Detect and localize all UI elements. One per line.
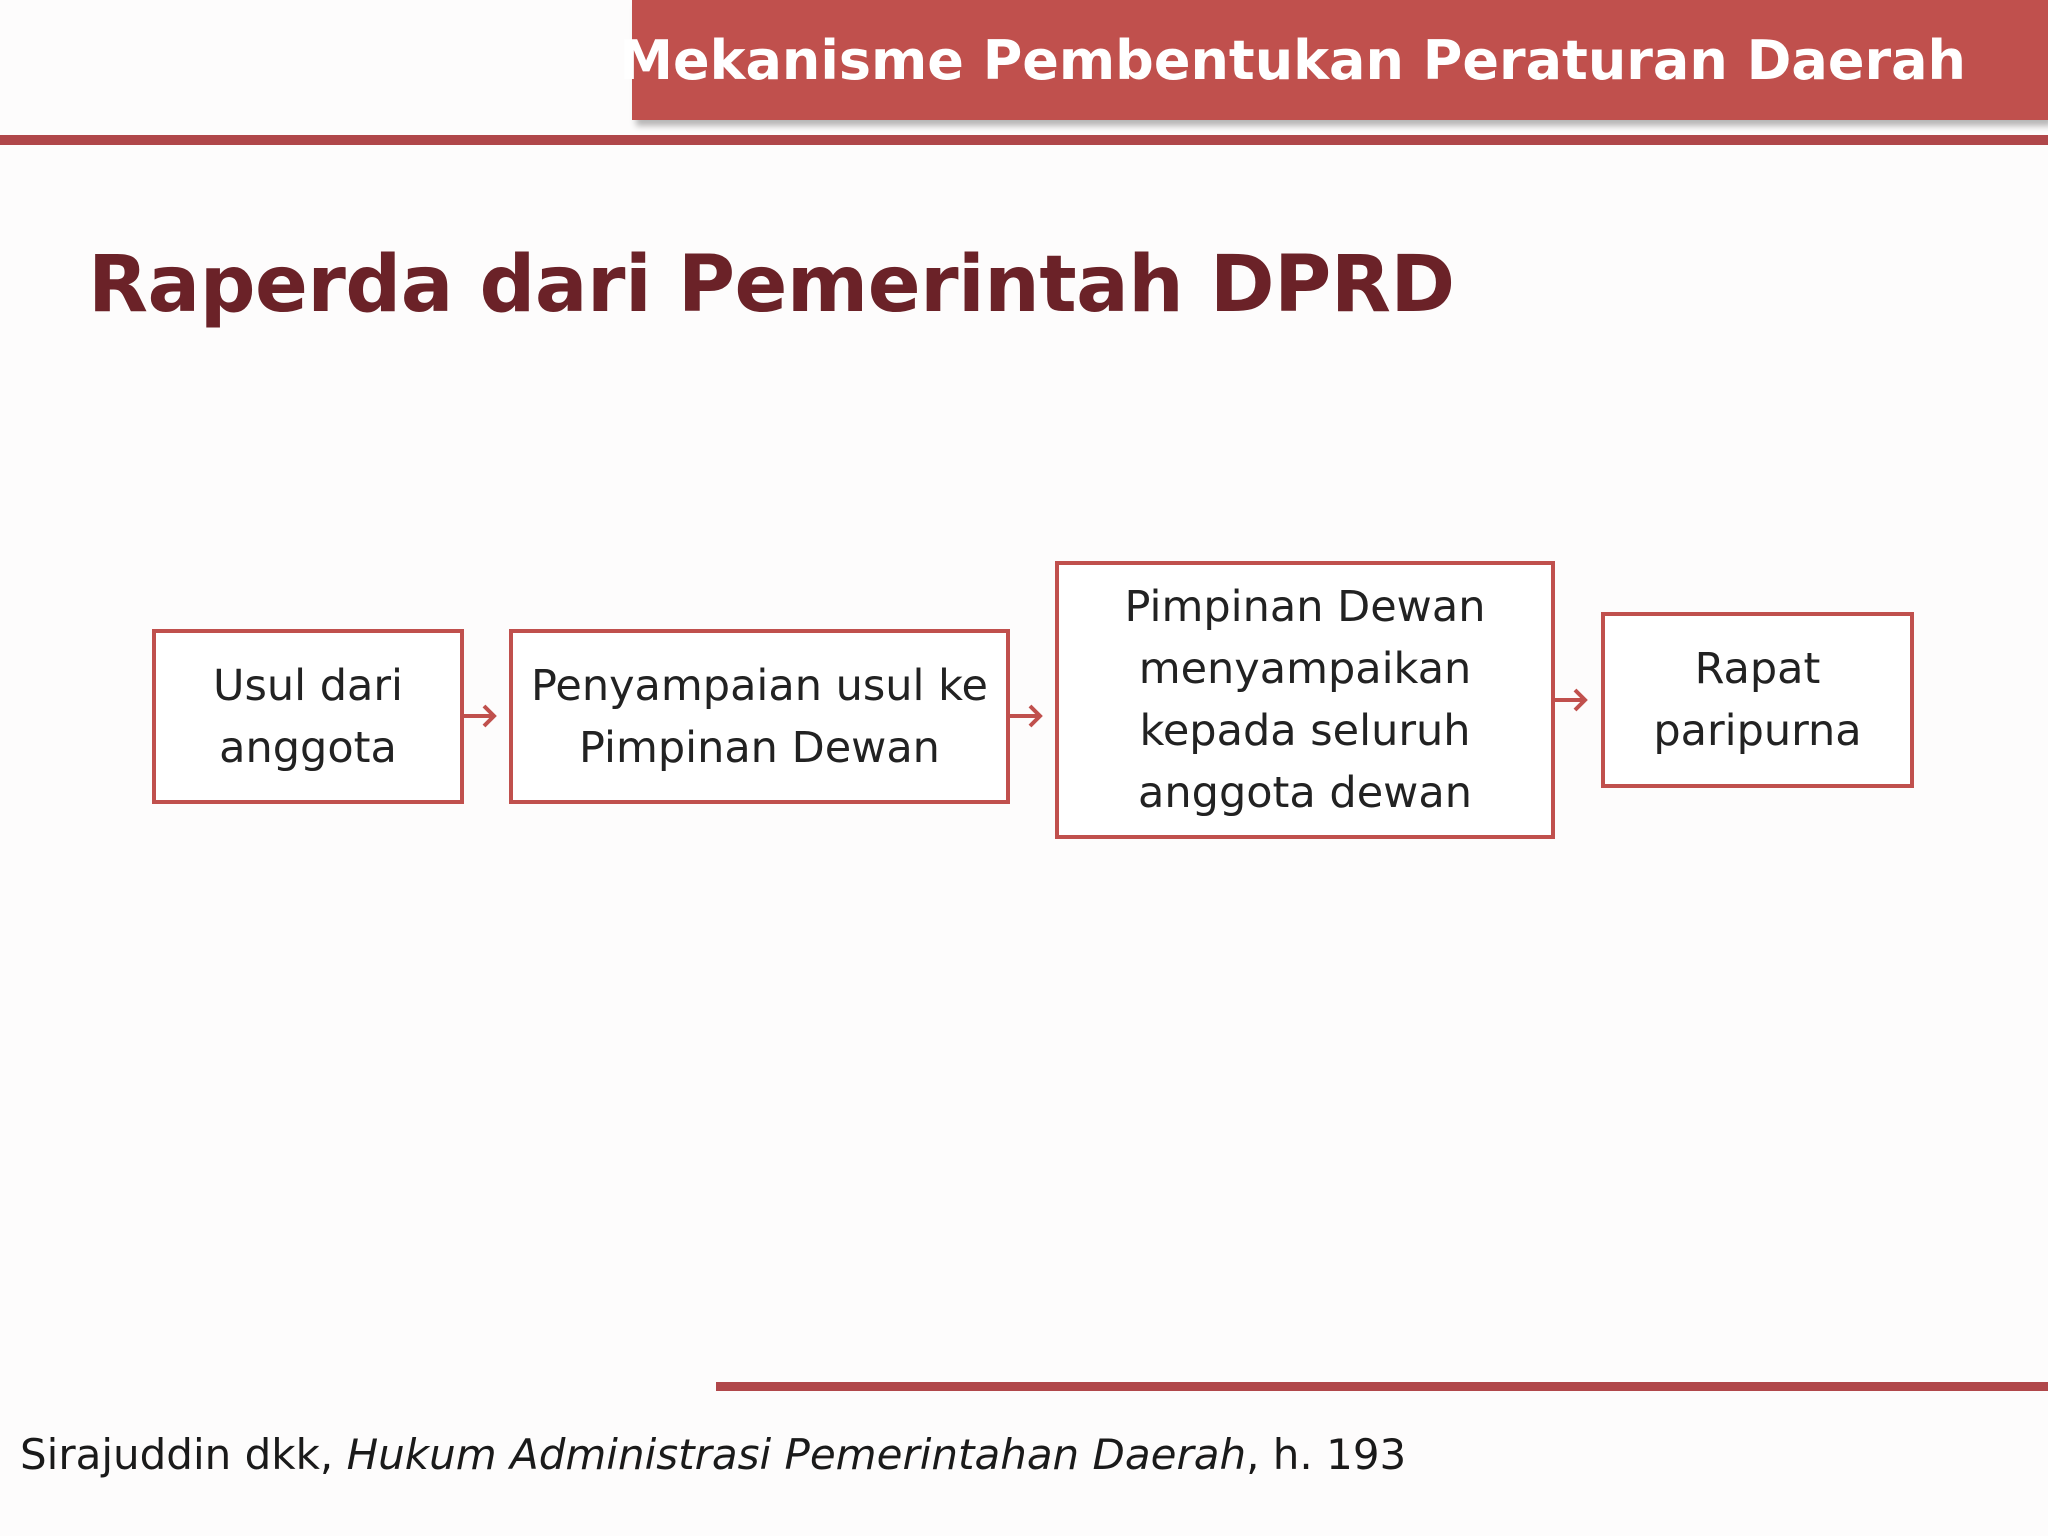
flow-step-text: Pimpinan Dewan bbox=[579, 722, 940, 773]
flow-step-text: Rapat bbox=[1694, 644, 1821, 694]
header-banner bbox=[619, 0, 2048, 120]
flow-arrow-right-icon bbox=[1553, 684, 1591, 716]
flow-step-text: paripurna bbox=[1653, 706, 1862, 756]
source-citation bbox=[20, 1430, 1406, 1479]
slide-header-title: Mekanisme Pembentukan Peraturan Daerah bbox=[619, 28, 1966, 92]
flow-step-penyampaian-usul bbox=[509, 629, 1010, 804]
flow-step-text: Pimpinan Dewan bbox=[1124, 582, 1486, 632]
flow-arrow-right-icon bbox=[462, 700, 500, 732]
flow-step-text: kepada seluruh bbox=[1139, 706, 1471, 756]
slide-heading: Raperda dari Pemerintah DPRD bbox=[88, 240, 1455, 330]
citation-author: Sirajuddin dkk, bbox=[20, 1430, 347, 1479]
flow-step-usul-dari-anggota bbox=[152, 629, 464, 804]
citation-page: , h. 193 bbox=[1246, 1430, 1407, 1479]
flow-step-text: Usul dari bbox=[212, 660, 403, 711]
flow-arrow-right-icon bbox=[1008, 700, 1046, 732]
flow-step-text: anggota bbox=[219, 722, 397, 773]
flow-step-pimpinan-menyampaikan bbox=[1055, 561, 1555, 839]
citation-book-title: Hukum Administrasi Pemerintahan Daerah bbox=[346, 1430, 1247, 1479]
flow-step-text: menyampaikan bbox=[1138, 644, 1472, 694]
header-divider bbox=[0, 135, 2048, 145]
flow-step-rapat-paripurna bbox=[1601, 612, 1914, 788]
flow-step-text: Penyampaian usul ke bbox=[530, 660, 988, 711]
flow-step-text: anggota dewan bbox=[1138, 768, 1472, 818]
footer-divider bbox=[716, 1382, 2048, 1391]
